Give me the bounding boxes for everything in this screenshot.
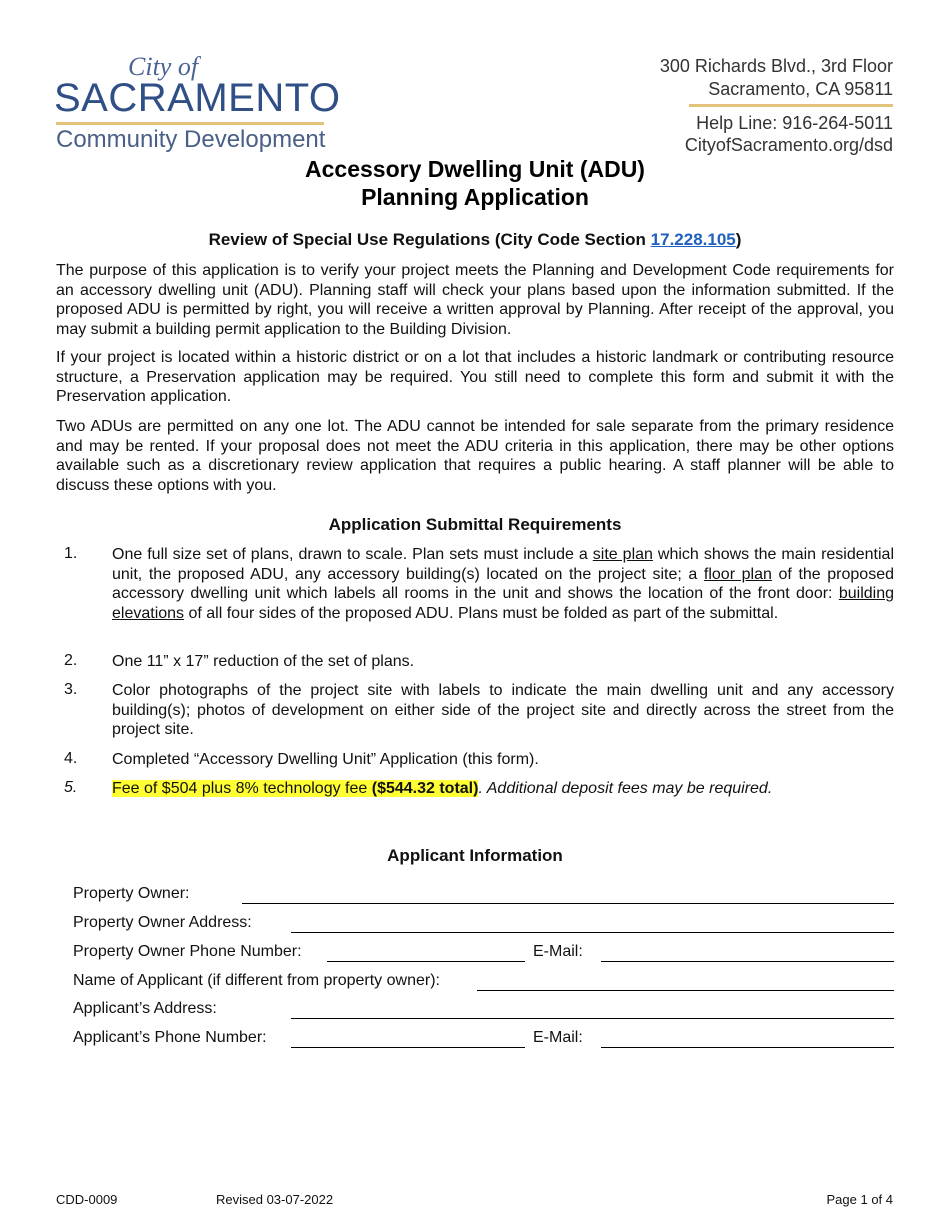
logo-divider (56, 122, 324, 125)
page-subtitle: Planning Application (361, 184, 589, 210)
city-code-link[interactable]: 17.228.105 (650, 230, 736, 249)
property-owner-address-label: Property Owner Address: (73, 914, 252, 931)
requirement-number: 3. (64, 681, 78, 698)
address-line-2: Sacramento, CA 95811 (708, 79, 893, 99)
property-owner-field[interactable] (242, 903, 894, 904)
page-number: Page 1 of 4 (826, 1192, 893, 1207)
applicant-name-label: Name of Applicant (if different from property owner): (73, 972, 440, 989)
help-line: Help Line: 916-264-5011 (696, 113, 893, 133)
owner-email-field[interactable] (601, 961, 894, 962)
requirement-item-reduction: One 11” x 17” reduction of the set of plans. (112, 653, 415, 670)
requirement-number: 1. (64, 545, 78, 562)
requirement-item-application: Completed “Accessory Dwelling Unit” Application (this form). (112, 751, 539, 768)
requirement-item-plans: One full size set of plans, drawn to scale. Plan sets must include a site plan which shows the main residential unit, the proposed ADU, any accessory building(s) located on the project site; a floor plan of the proposed accessory dwelling unit which labels all rooms in the unit and shows the location of the front door: building elevations of all four sides of the proposed ADU. Plans must be folded as part of the submittal. (112, 546, 894, 623)
site-plan-term: site plan (592, 546, 653, 563)
intro-paragraph-purpose: The purpose of this application is to verify your project meets the Planning and Development Code requirements for an accessory dwelling unit (ADU). Planning staff will check your plans based upon the information submitted. If the proposed ADU is permitted by right, you will receive a written approval by Planning. After receipt of the approval, you may submit a building permit application to the Building Division. (56, 262, 894, 339)
property-owner-label: Property Owner: (73, 885, 190, 902)
requirements-title: Application Submittal Requirements (328, 515, 622, 534)
logo-city-name: SACRAMENTO (54, 76, 341, 120)
property-owner-phone-field[interactable] (327, 961, 525, 962)
section-subheading (0, 230, 950, 250)
floor-plan-term: floor plan (703, 565, 772, 583)
fee-highlight: Fee of $504 plus 8% technology fee ($544.32 total) (112, 780, 479, 797)
logo-department: Community Development (56, 126, 326, 153)
applicant-email-label: E-Mail: (533, 1029, 583, 1046)
website[interactable]: CityofSacramento.org/dsd (684, 135, 893, 155)
address-line-1: 300 Richards Blvd., 3rd Floor (659, 56, 893, 76)
property-owner-phone-label: Property Owner Phone Number: (73, 943, 302, 960)
requirement-number: 5. (64, 779, 78, 796)
requirement-number: 4. (64, 750, 78, 767)
address-divider (689, 104, 893, 107)
requirement-item-fee (112, 779, 894, 799)
logo-city-of: City of (128, 52, 199, 81)
subheading-prefix: Review of Special Use Regulations (City Code Section (208, 230, 651, 249)
requirement-item-photos: Color photographs of the project site with labels to indicate the main dwelling unit and any accessory building(s); photos of development on either side of the project site and directly across the street from the project site. (112, 682, 894, 739)
requirement-number: 2. (64, 652, 78, 669)
building-elevations-term: building elevations (112, 585, 894, 623)
applicant-info-title: Applicant Information (387, 846, 563, 865)
fee-total: ($544.32 total) (371, 780, 479, 797)
applicant-name-field[interactable] (477, 990, 894, 991)
applicant-phone-field[interactable] (291, 1047, 525, 1048)
fee-note: . Additional deposit fees may be required. (478, 780, 773, 797)
subheading-suffix: ) (735, 230, 742, 249)
property-owner-address-field[interactable] (291, 932, 894, 933)
owner-email-label: E-Mail: (533, 943, 583, 960)
applicant-phone-label: Applicant’s Phone Number: (73, 1029, 267, 1046)
applicant-email-field[interactable] (601, 1047, 894, 1048)
applicant-address-field[interactable] (291, 1018, 894, 1019)
page-title: Accessory Dwelling Unit (ADU) (305, 156, 645, 182)
form-id: CDD-0009 (56, 1192, 118, 1207)
revised-date: Revised 03-07-2022 (216, 1192, 334, 1207)
intro-paragraph-adus: Two ADUs are permitted on any one lot. The ADU cannot be intended for sale separate from the primary residence and may be rented. If your proposal does not meet the ADU criteria in this application, there may be other options available such as a discretionary review application that requires a public hearing. A staff planner will be able to discuss these options with you. (56, 418, 894, 495)
applicant-address-label: Applicant’s Address: (73, 1000, 217, 1017)
intro-paragraph-historic: If your project is located within a historic district or on a lot that includes a historic landmark or contributing resource structure, a Preservation application may be required. You still need to complete this form and submit it with the Preservation application. (56, 349, 894, 406)
